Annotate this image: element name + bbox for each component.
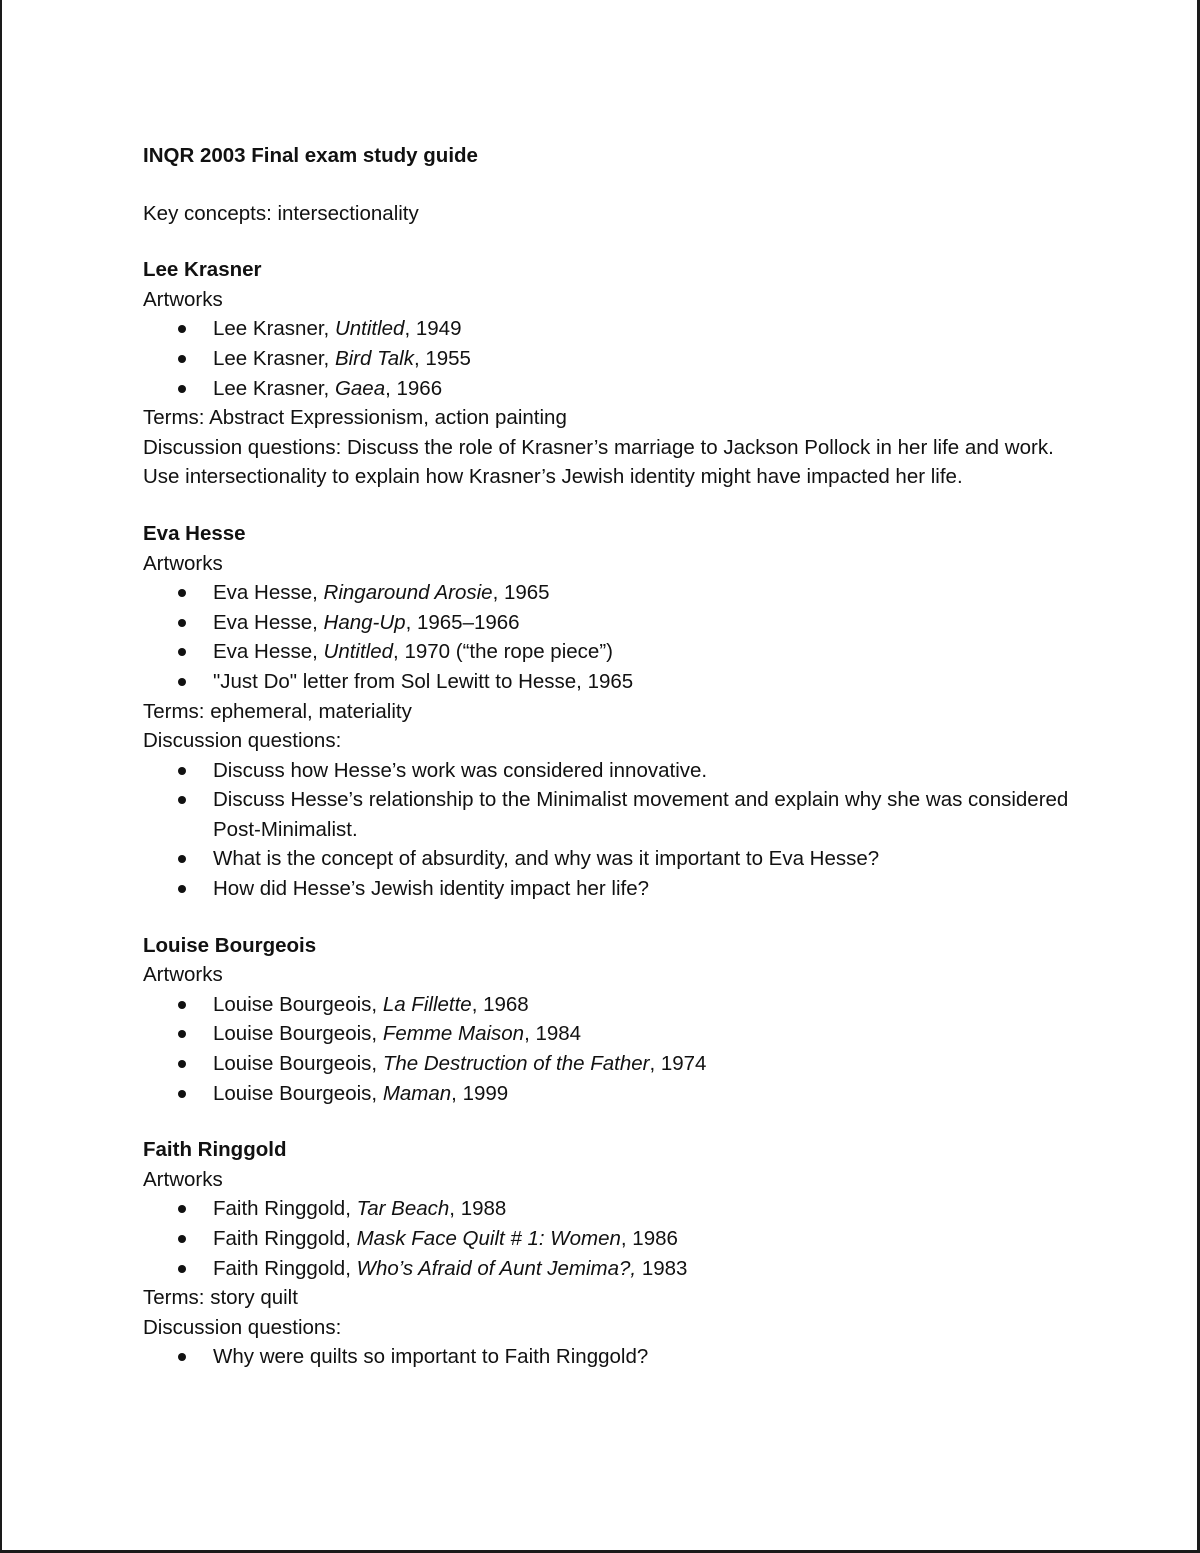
- artwork-item: Lee Krasner, Untitled, 1949: [143, 314, 1073, 344]
- section-heading: Eva Hesse: [143, 521, 246, 545]
- artwork-item: Faith Ringgold, Who’s Afraid of Aunt Jemima?, 1983: [143, 1254, 1073, 1284]
- bullet-icon: [178, 1001, 186, 1009]
- question-item: Discuss Hesse’s relationship to the Minimalist movement and explain why she was considered Post-Minimalist.: [143, 785, 1073, 844]
- bullet-icon: [178, 1265, 186, 1273]
- bullet-icon: [178, 767, 186, 775]
- bullet-icon: [178, 885, 186, 893]
- artworks-label: Artworks: [143, 963, 223, 987]
- question-item: What is the concept of absurdity, and why was it important to Eva Hesse?: [143, 844, 1073, 874]
- section-faith-ringgold: [143, 1135, 1073, 1372]
- bullet-icon: [178, 1353, 186, 1361]
- artworks-list: [143, 314, 1073, 403]
- terms: Terms: ephemeral, materiality: [143, 699, 412, 723]
- question-item: How did Hesse’s Jewish identity impact her life?: [143, 874, 1073, 904]
- question-item: Why were quilts so important to Faith Ringgold?: [143, 1342, 1073, 1372]
- terms: Terms: Abstract Expressionism, action painting: [143, 406, 567, 430]
- section-heading: Louise Bourgeois: [143, 933, 317, 957]
- study-guide-document: [143, 141, 1073, 1372]
- discussion-question: Discussion questions: Discuss the role of Krasner’s marriage to Jackson Pollock in her life and work.: [143, 435, 1054, 459]
- section-eva-hesse: [143, 519, 1073, 904]
- bullet-icon: [178, 385, 186, 393]
- questions-list: [143, 1342, 1073, 1372]
- bullet-icon: [178, 648, 186, 656]
- bullet-icon: [178, 1030, 186, 1038]
- artwork-item: Eva Hesse, Hang-Up, 1965–1966: [143, 608, 1073, 638]
- artwork-item: Louise Bourgeois, Maman, 1999: [143, 1079, 1073, 1109]
- artwork-item: Faith Ringgold, Mask Face Quilt # 1: Women, 1986: [143, 1224, 1073, 1254]
- bullet-icon: [178, 1205, 186, 1213]
- artworks-list: [143, 1194, 1073, 1283]
- artworks-label: Artworks: [143, 1167, 223, 1191]
- artworks-list: [143, 578, 1073, 696]
- discussion-label: Discussion questions:: [143, 1315, 342, 1339]
- artwork-item: Eva Hesse, Untitled, 1970 (“the rope piece”): [143, 637, 1073, 667]
- bullet-icon: [178, 1060, 186, 1068]
- artwork-item: Louise Bourgeois, The Destruction of the Father, 1974: [143, 1049, 1073, 1079]
- bullet-icon: [178, 589, 186, 597]
- artwork-item: Louise Bourgeois, La Fillette, 1968: [143, 990, 1073, 1020]
- artwork-item: Eva Hesse, Ringaround Arosie, 1965: [143, 578, 1073, 608]
- artworks-label: Artworks: [143, 551, 223, 575]
- artworks-label: Artworks: [143, 287, 223, 311]
- artwork-item: Louise Bourgeois, Femme Maison, 1984: [143, 1019, 1073, 1049]
- questions-list: [143, 756, 1073, 904]
- bullet-icon: [178, 796, 186, 804]
- bullet-icon: [178, 678, 186, 686]
- bullet-icon: [178, 1235, 186, 1243]
- bullet-icon: [178, 619, 186, 627]
- question-item: Discuss how Hesse’s work was considered innovative.: [143, 756, 1073, 786]
- discussion-question: Use intersectionality to explain how Krasner’s Jewish identity might have impacted her life.: [143, 465, 963, 489]
- artwork-item: Faith Ringgold, Tar Beach, 1988: [143, 1194, 1073, 1224]
- artwork-item: Lee Krasner, Gaea, 1966: [143, 374, 1073, 404]
- key-concepts: Key concepts: intersectionality: [143, 201, 419, 225]
- terms: Terms: story quilt: [143, 1286, 298, 1310]
- bullet-icon: [178, 355, 186, 363]
- bullet-icon: [178, 325, 186, 333]
- artwork-item: Lee Krasner, Bird Talk, 1955: [143, 344, 1073, 374]
- discussion-label: Discussion questions:: [143, 729, 342, 753]
- section-heading: Lee Krasner: [143, 258, 262, 282]
- bullet-icon: [178, 855, 186, 863]
- document-title: INQR 2003 Final exam study guide: [143, 144, 478, 167]
- section-louise-bourgeois: [143, 931, 1073, 1109]
- section-lee-krasner: [143, 255, 1073, 492]
- section-heading: Faith Ringgold: [143, 1138, 287, 1162]
- artworks-list: [143, 990, 1073, 1108]
- artwork-item: "Just Do" letter from Sol Lewitt to Hesse, 1965: [143, 667, 1073, 697]
- bullet-icon: [178, 1090, 186, 1098]
